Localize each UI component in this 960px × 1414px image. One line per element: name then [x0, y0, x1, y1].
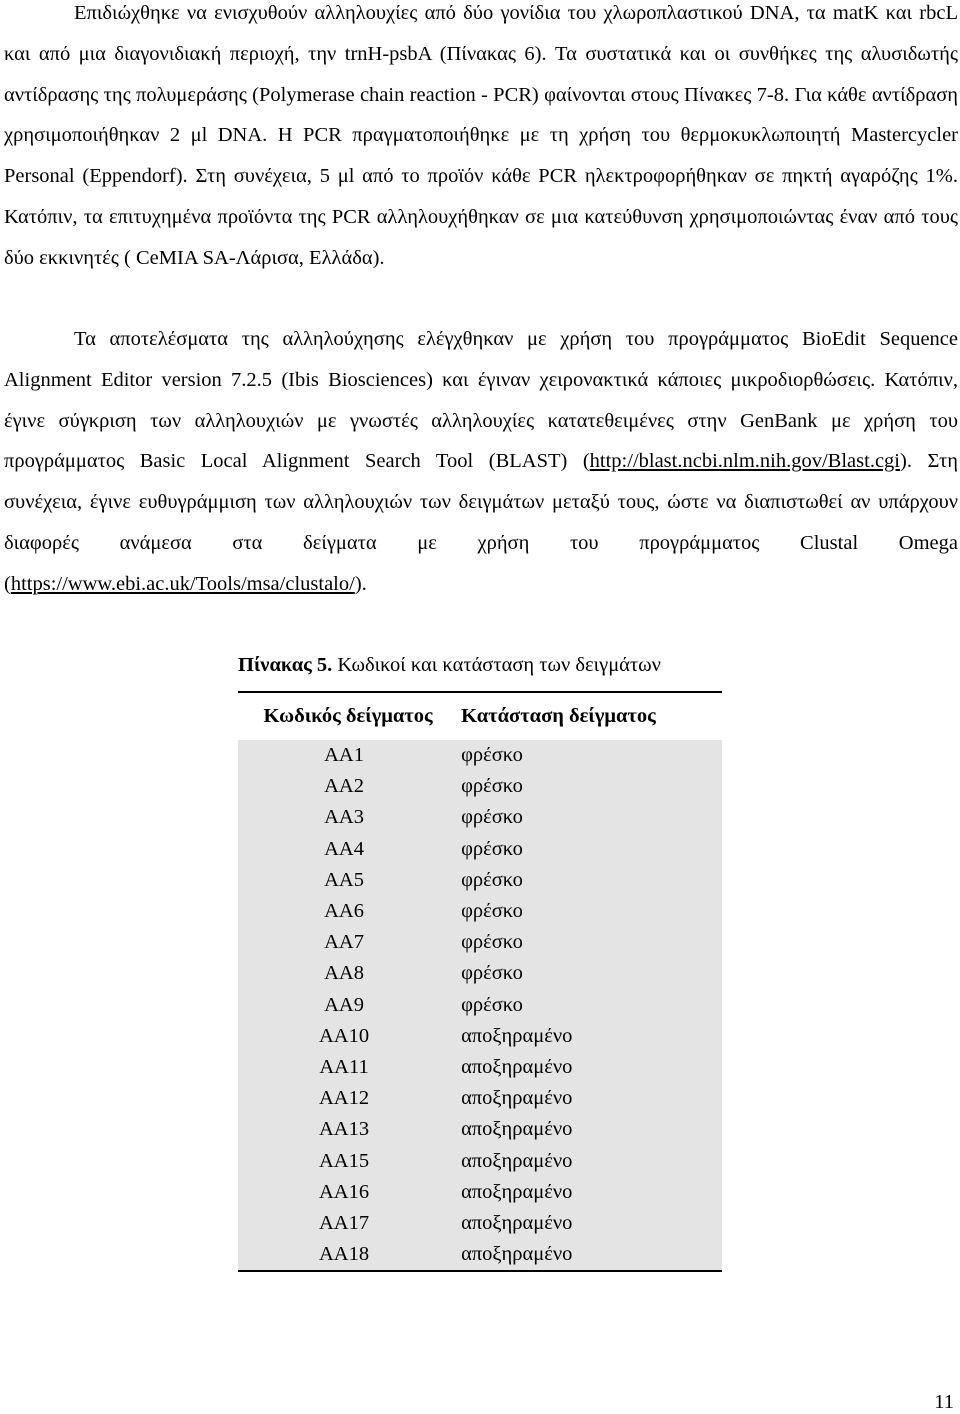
- sample-code-cell: AA3: [324, 806, 364, 829]
- sample-state-cell: φρέσκο: [461, 775, 523, 798]
- sample-state-cell: φρέσκο: [461, 993, 523, 1016]
- sample-state-cell: φρέσκο: [461, 837, 523, 860]
- header-sample-state: Κατάσταση δείγματος: [461, 705, 656, 727]
- sample-code-cell: AA2: [324, 775, 364, 798]
- table-row: [238, 865, 722, 896]
- table-row: [238, 740, 722, 771]
- sample-state-cell: αποξηραμένο: [461, 1087, 573, 1110]
- paragraph-2-text-c: ).: [354, 572, 367, 595]
- sample-state-cell: φρέσκο: [461, 900, 523, 923]
- sample-code-cell: AA8: [324, 962, 364, 985]
- table-caption-text: Κωδικοί και κατάσταση των δειγμάτων: [332, 654, 661, 676]
- clustalo-link[interactable]: https://www.ebi.ac.uk/Tools/msa/clustalo/: [10, 572, 355, 595]
- sample-state-cell: αποξηραμένο: [461, 1118, 573, 1141]
- blast-link[interactable]: http://blast.ncbi.nlm.nih.gov/Blast.cgi: [589, 450, 900, 473]
- paragraph-2-text-a: Τα αποτελέσματα της αλληλούχησης ελέγχθηκαν με χρήση του προγράμματος BioEdit Sequence Alignment Editor version 7.2.5 (Ibis Biosciences) και έγιναν χειρονακτικά κάποιες μικροδιορθώσεις. Κατόπιν, έγινε σύγκριση των αλληλουχιών με γνωστές αλληλουχίες κατατεθειμένες στην GenBank με χρήση του προγράμματος Basic Local Alignment Search Tool (BLAST) (: [4, 328, 958, 473]
- page-number: 11: [934, 1391, 954, 1413]
- sample-code-cell: AA7: [324, 931, 364, 954]
- table-row: [238, 896, 722, 927]
- sample-code-cell: AA4: [324, 837, 364, 860]
- sample-code-cell: AA1: [324, 744, 364, 767]
- sample-state-cell: φρέσκο: [461, 868, 523, 891]
- table-row: [238, 1177, 722, 1208]
- sample-code-cell: AA12: [318, 1087, 370, 1110]
- sample-state-cell: φρέσκο: [461, 962, 523, 985]
- sample-state-cell: φρέσκο: [461, 931, 523, 954]
- table-row: [238, 1208, 722, 1239]
- sample-state-cell: αποξηραμένο: [461, 1243, 573, 1266]
- table-row: [238, 990, 722, 1021]
- sample-state-cell: αποξηραμένο: [461, 1055, 573, 1078]
- table-row: [238, 958, 722, 989]
- table-caption-label: Πίνακας 5.: [238, 654, 333, 676]
- table-row: [238, 927, 722, 958]
- sample-code-cell: AA6: [324, 900, 364, 923]
- sample-code-cell: AA13: [318, 1118, 370, 1141]
- sample-code-cell: AA18: [318, 1243, 370, 1266]
- table-row: [238, 1052, 722, 1083]
- paragraph-2: [4, 319, 958, 605]
- sample-state-cell: αποξηραμένο: [461, 1024, 573, 1047]
- table-row: [238, 1239, 722, 1270]
- table-row: [238, 1114, 722, 1145]
- table-caption: [238, 648, 661, 682]
- table-body: [238, 740, 722, 1270]
- table-row: [238, 834, 722, 865]
- table-row: [238, 1021, 722, 1052]
- paragraph-1-text: Επιδιώχθηκε να ενισχυθούν αλληλουχίες από δύο γονίδια του χλωροπλαστικού DNA, τα matK και rbcL και από μια διαγονιδιακή περιοχή, την trnH-psbA (Πίνακας 6). Τα συστατικά και οι συνθήκες της αλυσιδωτής αντίδρασης της πολυμεράσης (Polymerase chain reaction - PCR) φαίνονται στους Πίνακες 7-8. Για κάθε αντίδραση χρησιμοποιήθηκαν 2 μl DNA. Η PCR πραγματοποιήθηκε με τη χρήση του θερμοκυκλωποιητή Mastercycler Personal (Eppendorf). Στη συνέχεια, 5 μl από το προϊόν κάθε PCR ηλεκτροφορήθηκαν σε πηκτή αγαρόζης 1%. Κατόπιν, τα επιτυχημένα προϊόντα της PCR αλληλουχήθηκαν σε μια κατεύθυνση χρησιμοποιώντας έναν από τους δύο εκκινητές ( CeMIA SA-Λάρισα, Ελλάδα).: [4, 2, 958, 269]
- header-sample-code: Κωδικός δείγματος: [263, 705, 433, 727]
- sample-code-cell: AA15: [318, 1149, 370, 1172]
- paragraph-2-text-b: ). Στη συνέχεια, έγινε ευθυγράμμιση των αλληλουχιών των δειγμάτων μεταξύ τους, ώστε να διαπιστωθεί αν υπάρχουν διαφορές ανάμεσα στα δείγματα με χρήση του προγράμματος Clustal Omega (: [4, 450, 958, 595]
- samples-table: [238, 691, 722, 1272]
- table-row: [238, 771, 722, 802]
- table-row: [238, 802, 722, 833]
- sample-state-cell: αποξηραμένο: [461, 1211, 573, 1234]
- sample-state-cell: αποξηραμένο: [461, 1180, 573, 1203]
- sample-code-cell: AA5: [324, 868, 364, 891]
- table-row: [238, 1083, 722, 1114]
- table-row: [238, 1145, 722, 1176]
- paragraph-1: [4, 0, 958, 279]
- sample-code-cell: AA9: [324, 993, 364, 1016]
- sample-code-cell: AA16: [318, 1180, 370, 1203]
- sample-state-cell: φρέσκο: [461, 806, 523, 829]
- sample-state-cell: αποξηραμένο: [461, 1149, 573, 1172]
- sample-code-cell: AA17: [318, 1211, 370, 1234]
- sample-code-cell: AA10: [318, 1024, 370, 1047]
- table-header-row: [238, 693, 722, 740]
- sample-state-cell: φρέσκο: [461, 744, 523, 767]
- sample-code-cell: AA11: [319, 1055, 369, 1078]
